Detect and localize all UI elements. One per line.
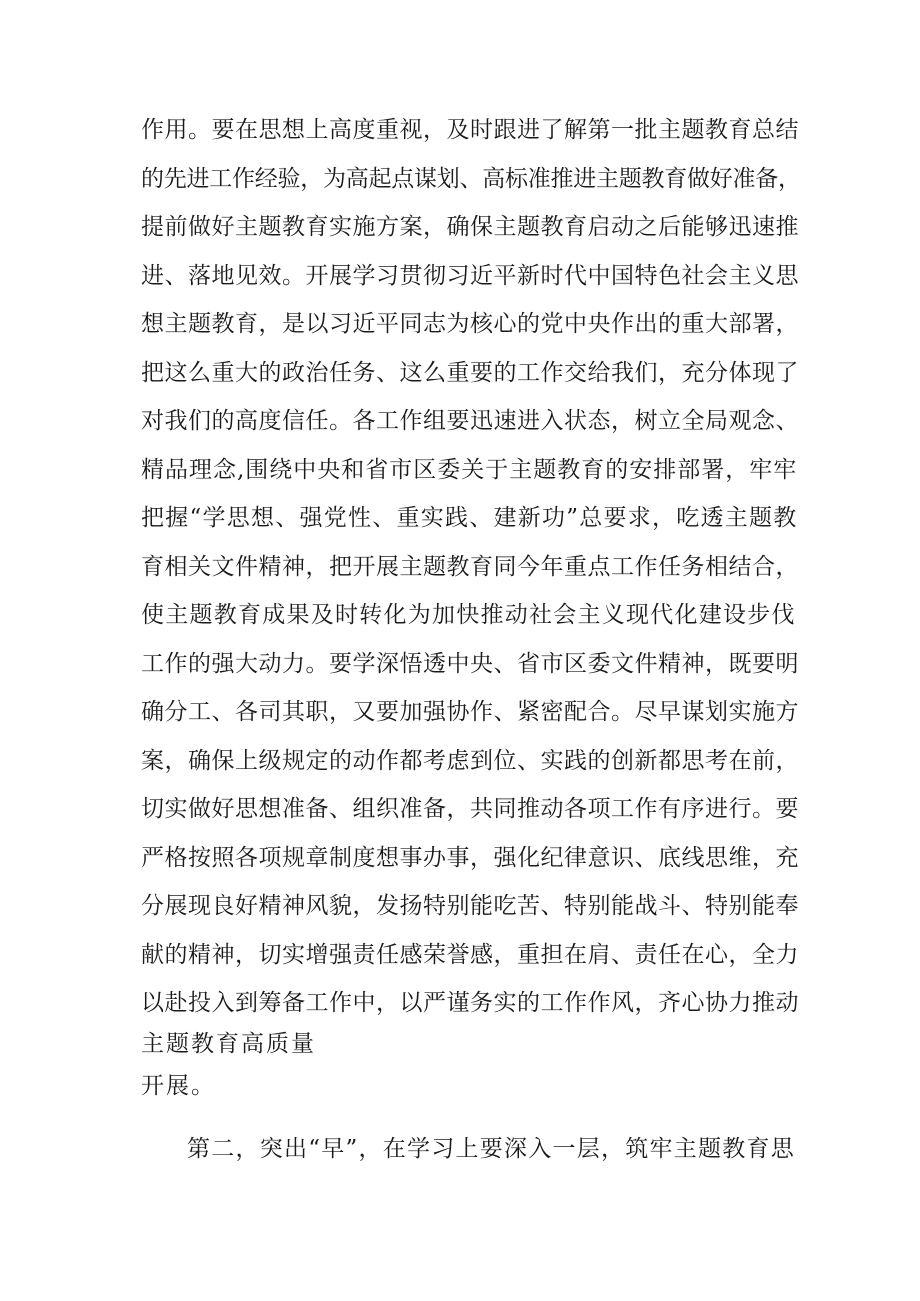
text-line: 把握“学思想、强党性、重实践、建新功”总要求，吃透主题教 <box>141 505 798 531</box>
text-line: 对我们的高度信任。各工作组要迅速进入状态，树立全局观念、 <box>141 408 799 434</box>
text-line: 工作的强大动力。要学深悟透中央、省市区委文件精神，既要明 <box>141 650 799 677</box>
paragraph-2-first-line: 第二，突出“早”，在学习上要深入一层，筑牢主题教育思 <box>187 1135 796 1162</box>
text-line: 切实做好思想准备、组织准备，共同推动各项工作有序进行。要 <box>141 796 799 822</box>
text-line: 以赴投入到筹备工作中，以严谨务实的工作作风，齐心协力推动 <box>141 990 799 1016</box>
text-line: 确分工、各司其职，又要加强协作、紧密配合。尽早谋划实施方 <box>141 699 799 725</box>
text-line: 的先进工作经验，为高起点谋划、高标准推进主题教育做好准备， <box>141 165 801 192</box>
text-line: 想主题教育，是以习近平同志为核心的党中央作出的重大部署， <box>141 311 799 337</box>
text-line: 案，确保上级规定的动作都考虑到位、实践的创新都思考在前， <box>141 747 799 774</box>
text-line: 把这么重大的政治任务、这么重要的工作交给我们，充分体现了 <box>141 359 799 386</box>
text-line: 进、落地见效。开展学习贯彻习近平新时代中国特色社会主义思 <box>141 262 799 289</box>
text-line: 主题教育高质量 <box>141 1030 316 1057</box>
document-body <box>141 106 801 1173</box>
text-line: 精品理念,围绕中央和省市区委关于主题教育的安排部署，牢牢 <box>141 456 798 483</box>
text-line: 开展。 <box>141 1072 216 1099</box>
text-line: 提前做好主题教育实施方案，确保主题教育启动之后能够迅速推 <box>141 214 799 240</box>
text-line: 献的精神，切实增强责任感荣誉感，重担在肩、责任在心，全力 <box>141 941 799 968</box>
text-line: 使主题教育成果及时转化为加快推动社会主义现代化建设步伐 <box>141 602 796 628</box>
text-line: 分展现良好精神风貌，发扬特别能吃苦、特别能战斗、特别能奉 <box>141 893 799 919</box>
text-line: 作用。要在思想上高度重视，及时跟进了解第一批主题教育总结 <box>141 117 799 143</box>
text-line: 育相关文件精神，把开展主题教育同今年重点工作任务相结合， <box>141 553 799 580</box>
text-line: 严格按照各项规章制度想事办事，强化纪律意识、底线思维，充 <box>141 844 799 871</box>
